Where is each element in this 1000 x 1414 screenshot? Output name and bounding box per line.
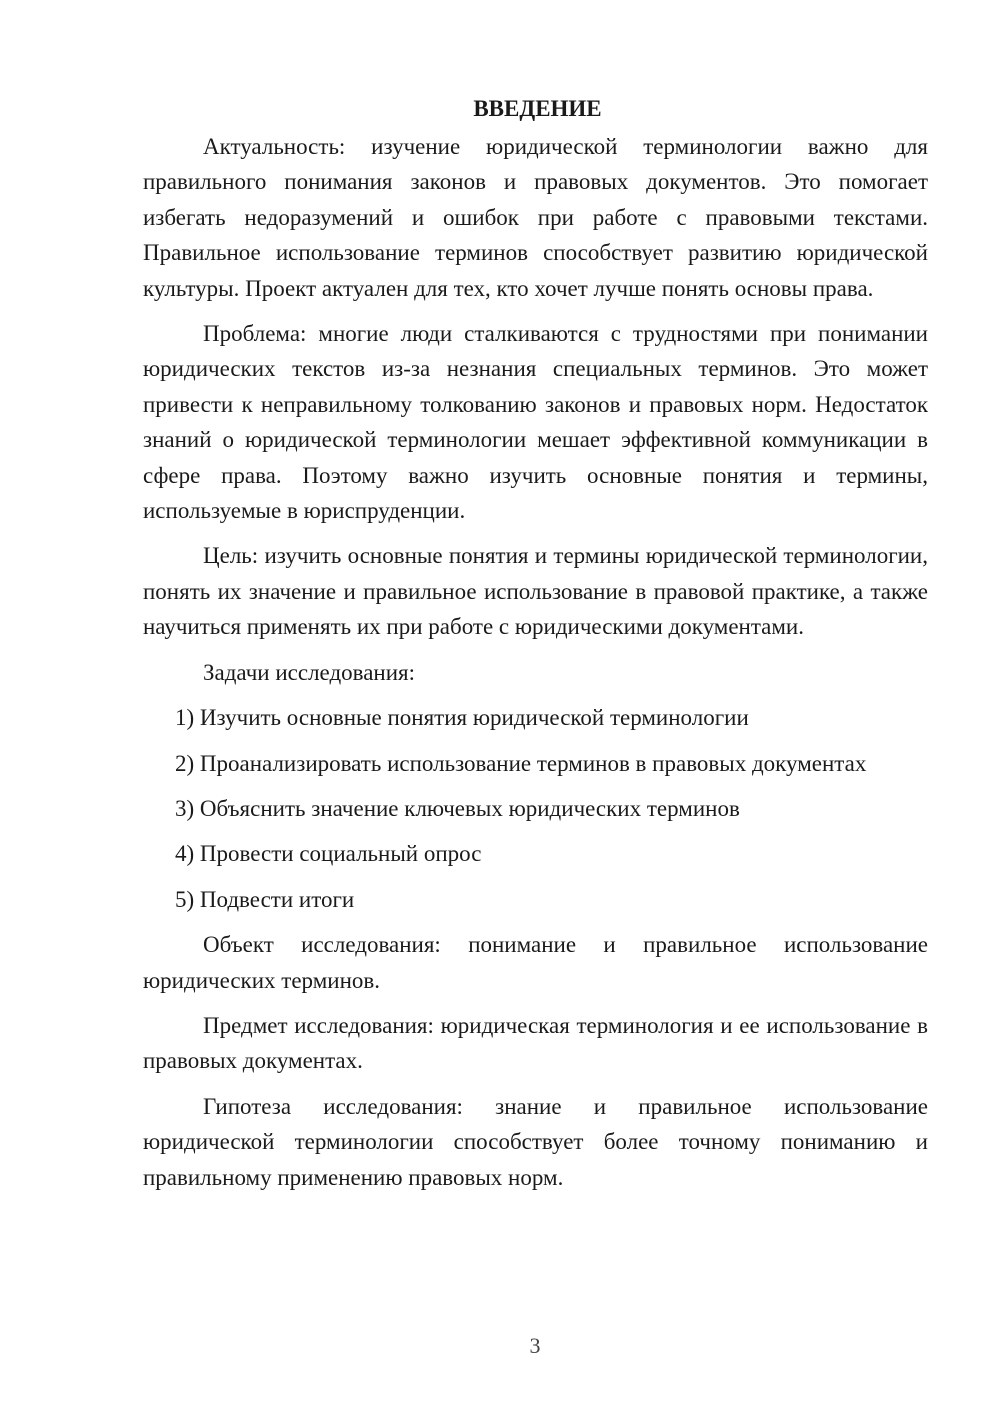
page-title: ВВЕДЕНИЕ — [473, 96, 602, 121]
task-item-1: 1) Изучить основные понятия юридической терминологии — [175, 705, 749, 731]
paragraph-object: Объект исследования: понимание и правильное использование юридических терминов. — [143, 932, 928, 993]
document-page — [143, 93, 928, 1205]
paragraph-hypothesis: Гипотеза исследования: знание и правильное использование юридической терминологии способствует более точному пониманию и правильному применению правовых норм. — [143, 1093, 928, 1190]
paragraph-problem: Проблема: многие люди сталкиваются с трудностями при понимании юридических текстов из-за незнания специальных терминов. Это может привести к неправильному толкованию законов и правовых норм. Недостаток знаний о юридической терминологии мешает эффективной коммуникации в сфере права. Поэтому важно изучить основные понятия и термины, используемые в юриспруденции. — [143, 321, 928, 524]
paragraph-subject: Предмет исследования: юридическая терминология и ее использование в правовых документах. — [143, 1012, 928, 1074]
task-item-3: 3) Объяснить значение ключевых юридических терминов — [175, 795, 740, 821]
task-item-5: 5) Подвести итоги — [175, 886, 355, 912]
tasks-label: Задачи исследования: — [203, 659, 416, 685]
task-item-4: 4) Провести социальный опрос — [175, 841, 482, 867]
paragraph-goal: Цель: изучить основные понятия и термины юридической терминологии, понять их значение и правильное использование в правовой практике, а также научиться применять их при работе с юридическими документами. — [143, 543, 928, 640]
task-item-2: 2) Проанализировать использование терминов в правовых документах — [175, 750, 867, 776]
paragraph-relevance: Актуальность: изучение юридической терминологии важно для правильного понимания законов и правовых документов. Это помогает избегать недоразумений и ошибок при работе с правовыми текстами. Правильное использование терминов способствует развитию юридической культуры. Проект актуален для тех, кто хочет лучше понять основы права. — [143, 134, 928, 301]
tasks-list — [143, 700, 928, 917]
page-number: 3 — [529, 1333, 541, 1358]
